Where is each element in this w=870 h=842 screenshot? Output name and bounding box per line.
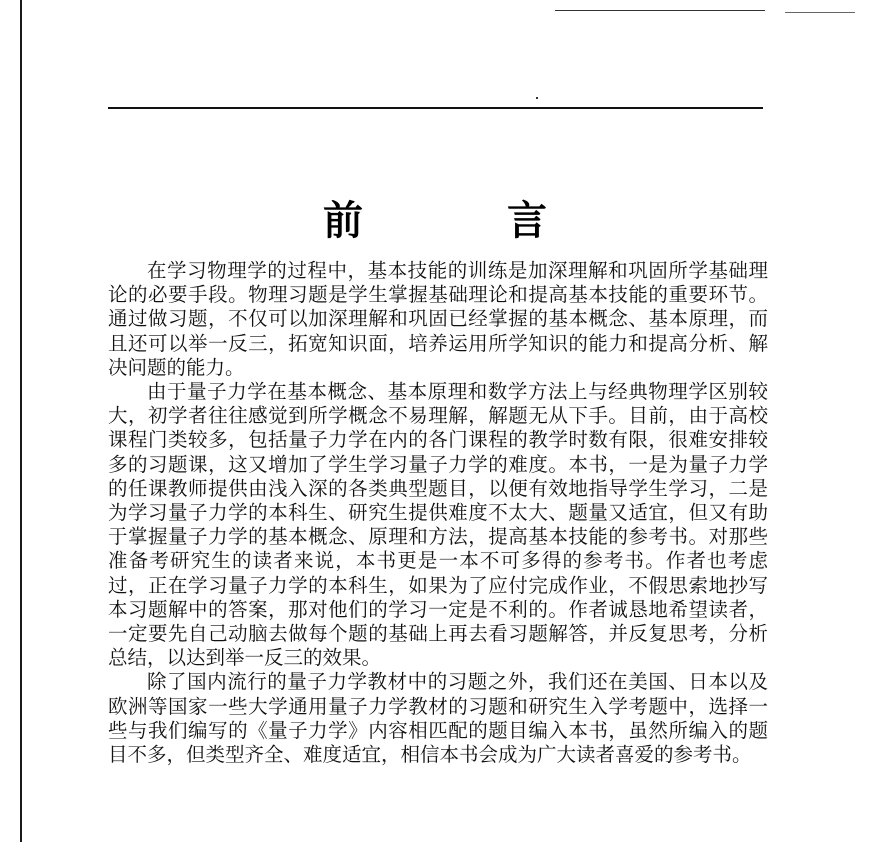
preface-paragraph-3: 除了国内流行的量子力学教材中的习题之外，我们还在美国、日本以及欧洲等国家一些大学通用量子力学教材的习题和研究生入学考题中，选择一些与我们编写的《量子力学》内容相匹配的题目编入本书，虽然所编入的题目不多，但类型齐全、难度适宜，相信本书会成为广大读者喜爱的参考书。 xyxy=(108,670,768,767)
page-title: 前 言 xyxy=(323,196,599,244)
header-rule xyxy=(108,107,763,109)
scan-speck xyxy=(536,97,538,99)
preface-paragraph-2: 由于量子力学在基本概念、基本原理和数学方法上与经典物理学区别较大，初学者往往感觉到所学概念不易理解，解题无从下手。目前，由于高校课程门类较多，包括量子力学在内的各门课程的教学时数有限，很难安排较多的习题课，这又增加了学生学习量子力学的难度。本书，一是为量子力学的任课教师提供由浅入深的各类典型题目，以便有效地指导学生学习，二是为学习量子力学的本科生、研究生提供难度不太大、题量又适宜，但又有助于掌握量子力学的基本概念、原理和方法，提高基本技能的参考书。对那些准备考研究生的读者来说，本书更是一本不可多得的参考书。作者也考虑过，正在学习量子力学的本科生，如果为了应付完成作业，不假思索地抄写本习题解中的答案，那对他们的学习一定是不利的。作者诚恳地希望读者，一定要先自己动脑去做每个题的基础上再去看习题解答，并反复思考，分析总结，以达到举一反三的效果。 xyxy=(108,380,768,670)
scan-artifact-line xyxy=(555,10,765,11)
scan-artifact-line xyxy=(785,12,855,13)
preface-paragraph-1: 在学习物理学的过程中，基本技能的训练是加深理解和巩固所学基础理论的必要手段。物理习题是学生掌握基础理论和提高基本技能的重要环节。通过做习题，不仅可以加深理解和巩固已经掌握的基本概念、基本原理，而且还可以举一反三，拓宽知识面，培养运用所学知识的能力和提高分析、解决问题的能力。 xyxy=(108,259,768,379)
preface-body xyxy=(108,259,768,767)
page-spine-line xyxy=(20,0,22,842)
